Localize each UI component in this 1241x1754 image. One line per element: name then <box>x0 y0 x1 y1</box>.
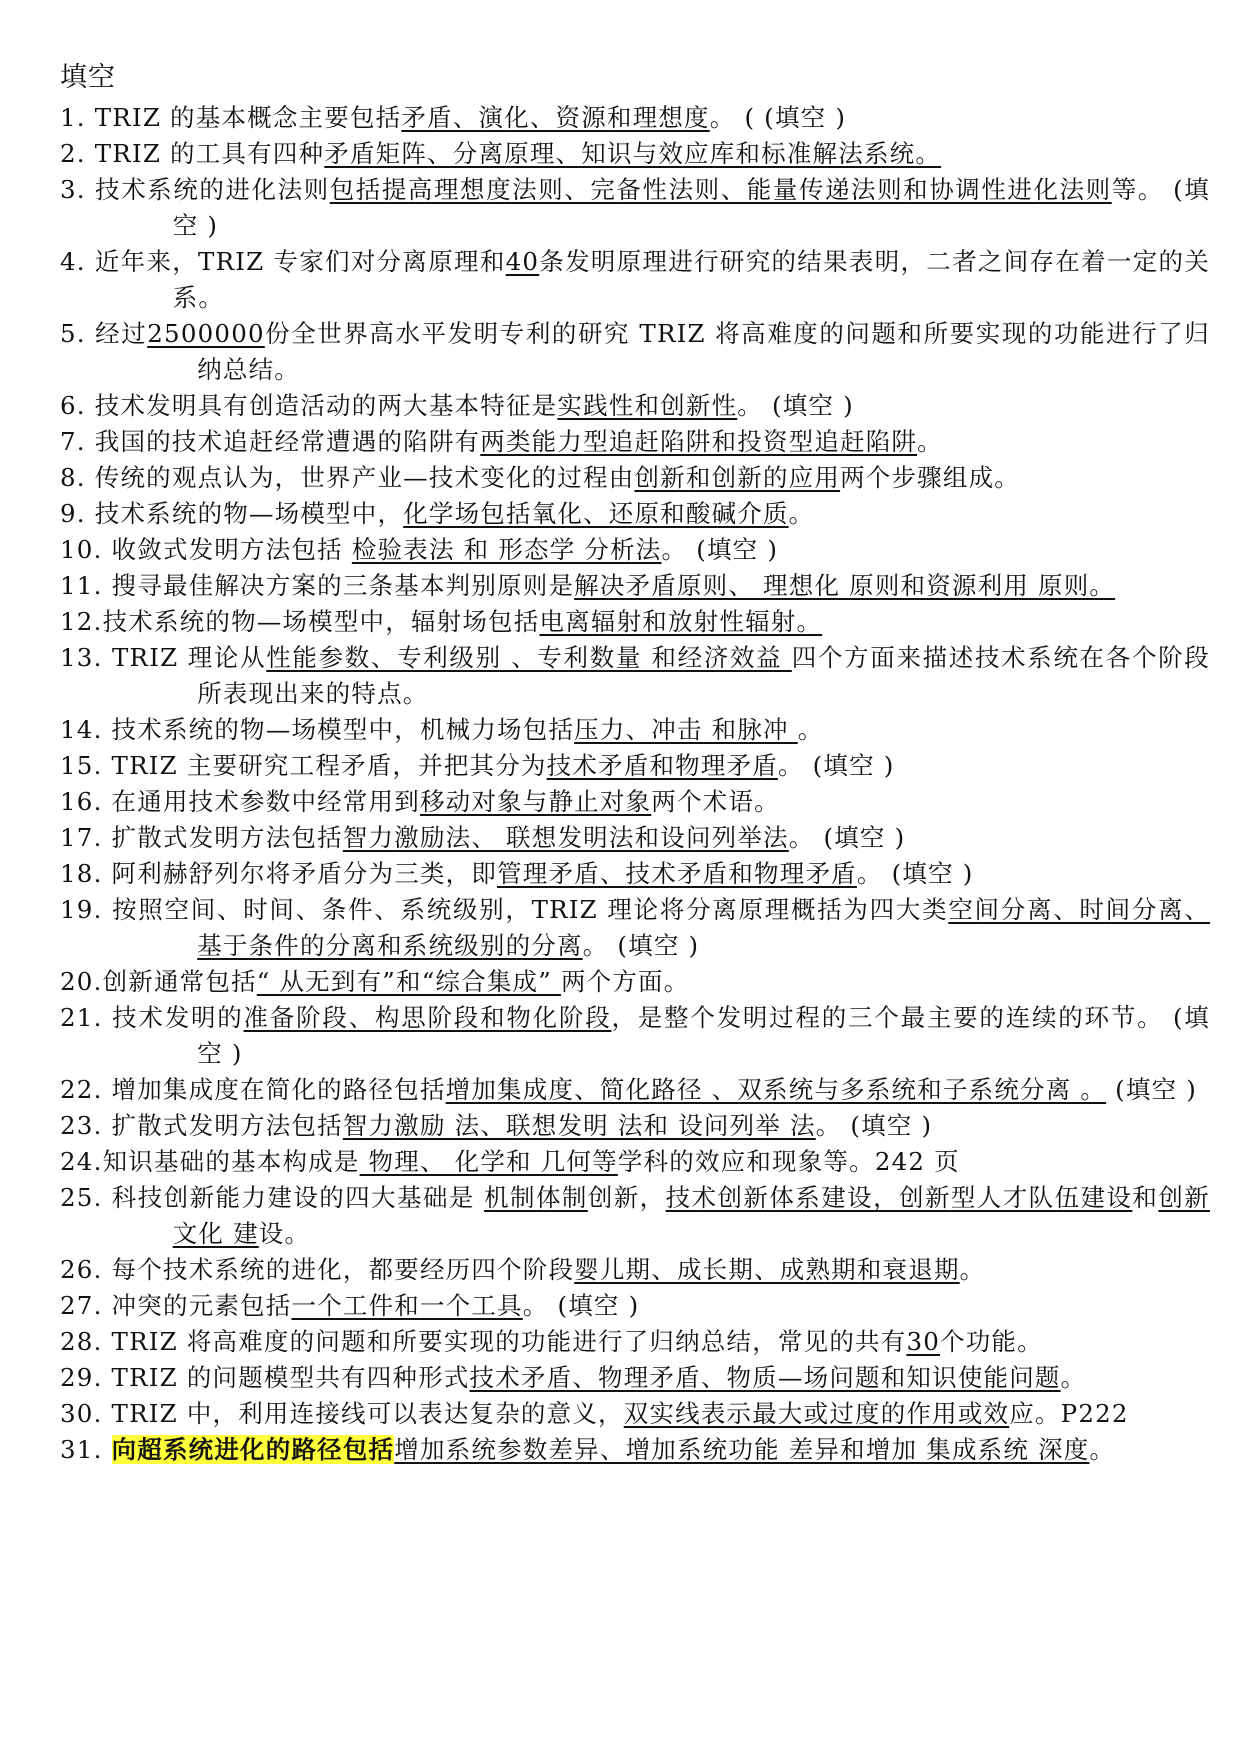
answer-text: 空间分离、时间分离、基于条件的分离和系统级别的分离 <box>197 895 1211 960</box>
question-item-6 <box>60 388 1210 424</box>
question-text: 。 (填空 ) <box>737 391 854 420</box>
question-text: 22. 增加集成度在简化的路径包括 <box>60 1075 446 1104</box>
answer-text: 技术矛盾、物理矛盾、物质—场问题和知识使能问题 <box>469 1363 1061 1392</box>
answer-text: 检验表法 和 形态学 分析法 <box>351 535 662 564</box>
answer-text: 矛盾矩阵、分离原理、知识与效应库和标准解法系统。 <box>324 139 942 168</box>
question-item-17 <box>60 820 1210 856</box>
question-item-1 <box>60 100 1210 136</box>
question-text: 。 <box>1089 1435 1116 1464</box>
question-item-10 <box>60 532 1210 568</box>
question-text: 4. 近年来，TRIZ 专家们对分离原理和 <box>60 247 506 276</box>
question-text: 7. 我国的技术追赶经常遭遇的陷阱有 <box>60 427 481 456</box>
question-text: 19. 按照空间、时间、条件、系统级别，TRIZ 理论将分离原理概括为四大类 <box>60 895 949 924</box>
question-text: 14. 技术系统的物—场模型中，机械力场包括 <box>60 715 575 744</box>
question-text: 份全世界高水平发明专利的研究 TRIZ 将高难度的问题和所要实现的功能进行了归纳总结。 <box>197 319 1210 384</box>
question-text: 3. 技术系统的进化法则 <box>60 175 330 204</box>
question-text: 。 (填空 ) <box>815 1111 933 1140</box>
question-text: 。 <box>1060 1363 1087 1392</box>
question-text: 18. 阿利赫舒列尔将矛盾分为三类，即 <box>60 859 498 888</box>
question-text: 。 (填空 ) <box>582 931 700 960</box>
question-text: 。 (填空 ) <box>856 859 974 888</box>
answer-text: 技术创新体系建设，创新型人才队伍建设 <box>665 1183 1133 1212</box>
question-item-11 <box>60 568 1210 604</box>
answer-text: 机制体制 <box>484 1183 588 1212</box>
answer-text: 电离辐射和放射性辐射。 <box>539 607 823 636</box>
question-text: ，是整个发明过程的三个最主要的连续的环节。 (填空 ) <box>197 1003 1210 1068</box>
question-item-29 <box>60 1360 1210 1396</box>
question-item-9 <box>60 496 1210 532</box>
question-text: 四个方面来描述技术系统在各个阶段所表现出来的特点。 <box>197 643 1210 708</box>
question-item-4 <box>60 244 1210 316</box>
answer-text: 移动对象与静止对象 <box>419 787 652 816</box>
answer-text: 压力、冲击 和脉冲 <box>574 715 798 744</box>
answer-text: 管理矛盾、技术矛盾和物理矛盾 <box>497 859 857 888</box>
question-text: 24.知识基础的基本构成是 <box>60 1147 360 1176</box>
answer-text: 技术矛盾和物理矛盾 <box>546 751 778 780</box>
answer-text: 创新和创新的应用 <box>634 463 841 492</box>
question-text: 应。P222 <box>1009 1399 1129 1428</box>
question-text: 16. 在通用技术参数中经常用到 <box>60 787 420 816</box>
question-item-26 <box>60 1252 1210 1288</box>
question-item-13 <box>60 640 1210 712</box>
question-item-30 <box>60 1396 1210 1432</box>
answer-text: 物理、 化学和 几何等 <box>359 1147 618 1176</box>
question-item-19 <box>60 892 1210 964</box>
question-list <box>60 100 1210 1468</box>
question-item-24 <box>60 1144 1210 1180</box>
question-text: 。 <box>788 499 815 528</box>
question-text: 2. TRIZ 的工具有四种 <box>60 139 325 168</box>
question-text: 21. 技术发明的 <box>60 1003 244 1032</box>
question-text: 8. 传统的观点认为，世界产业—技术变化的过程由 <box>60 463 635 492</box>
question-text: 9. 技术系统的物—场模型中， <box>60 499 404 528</box>
question-text: 13. TRIZ 理论从 <box>60 643 267 672</box>
question-text: 6. 技术发明具有创造活动的两大基本特征是 <box>60 391 558 420</box>
question-item-28 <box>60 1324 1210 1360</box>
answer-text: 双实线表示最大或过度的作用或效 <box>623 1399 1010 1428</box>
question-text: 31. <box>60 1435 112 1464</box>
question-text: 17. 扩散式发明方法包括 <box>60 823 343 852</box>
question-item-23 <box>60 1108 1210 1144</box>
question-text: 10. 收敛式发明方法包括 <box>60 535 352 564</box>
question-text: 创新， <box>587 1183 666 1212</box>
question-item-14 <box>60 712 1210 748</box>
question-text: 个功能。 <box>940 1327 1043 1356</box>
question-text: 设。 <box>258 1219 311 1248</box>
question-text: 两个方面。 <box>560 967 690 996</box>
question-text: 27. 冲突的元素包括 <box>60 1291 292 1320</box>
answer-text: “ 从无到有”和“综合集成” <box>256 967 561 996</box>
question-text: 11. 搜寻最佳解决方案的三条基本判别原则是 <box>60 571 575 600</box>
question-text: 15. TRIZ 主要研究工程矛盾，并把其分为 <box>60 751 547 780</box>
question-item-25 <box>60 1180 1210 1252</box>
answer-text: 准备阶段、构思阶段和物化阶段 <box>243 1003 612 1032</box>
question-text: 两个术语。 <box>651 787 780 816</box>
answer-text: 创新文化 建 <box>172 1183 1210 1248</box>
question-item-12 <box>60 604 1210 640</box>
question-item-18 <box>60 856 1210 892</box>
answer-text: 2500000 <box>147 319 265 348</box>
question-text: 26. 每个技术系统的进化，都要经历四个阶段 <box>60 1255 575 1284</box>
answer-text: 增加集成度、简化路径 、双系统与多系统和子系统分离 。 <box>445 1075 1107 1104</box>
question-text: 。 <box>959 1255 986 1284</box>
answer-text: 40 <box>505 247 540 276</box>
question-text: 两个步骤组成。 <box>840 463 1020 492</box>
question-text: 和 <box>1132 1183 1159 1212</box>
question-text: 20.创新通常包括 <box>60 967 257 996</box>
question-text: 。 (填空 ) <box>522 1291 640 1320</box>
question-item-7 <box>60 424 1210 460</box>
answer-text: 两类能力型追赶陷阱和投资型追赶陷阱 <box>480 427 918 456</box>
question-text: 。 ( (填空 ) <box>709 103 847 132</box>
section-heading: 填空 <box>60 62 116 93</box>
answer-text: 一个工件和一个工具 <box>291 1291 523 1320</box>
question-item-21 <box>60 1000 1210 1072</box>
answer-text: 30 <box>906 1327 941 1356</box>
answer-text: 解决矛盾原则、 理想化 原则和资源利用 原则。 <box>574 571 1116 600</box>
question-text: (填空 ) <box>1106 1075 1198 1104</box>
question-item-22 <box>60 1072 1210 1108</box>
question-item-5 <box>60 316 1210 388</box>
question-text: 1. TRIZ 的基本概念主要包括 <box>60 103 402 132</box>
question-text: 12.技术系统的物—场模型中，辐射场包括 <box>60 607 540 636</box>
question-text: 条发明原理进行研究的结果表明，二者之间存在着一定的关系。 <box>172 247 1211 312</box>
question-item-3 <box>60 172 1210 244</box>
question-item-15 <box>60 748 1210 784</box>
question-text: 25. 科技创新能力建设的四大基础是 <box>60 1183 485 1212</box>
question-text: 30. TRIZ 中，利用连接线可以表达复杂的意义， <box>60 1399 624 1428</box>
answer-text: 智力激励 法、联想发明 法和 设问列举 法 <box>342 1111 816 1140</box>
question-text: 5. 经过 <box>60 319 148 348</box>
answer-text: 化学场包括氧化、还原和酸碱介质 <box>403 499 789 528</box>
highlighted-text: 向超系统进化的路径包括 <box>111 1435 395 1464</box>
answer-text: 增加系统参数差异、增加系统功能 差异和增加 集成系统 深度 <box>394 1435 1090 1464</box>
question-item-20 <box>60 964 1210 1000</box>
question-text: 。 <box>797 715 824 744</box>
question-text: 28. TRIZ 将高难度的问题和所要实现的功能进行了归纳总结，常见的共有 <box>60 1327 907 1356</box>
answer-text: 智力激励法、 联想发明法和设问列举法 <box>342 823 789 852</box>
question-item-27 <box>60 1288 1210 1324</box>
question-text: 。 <box>917 427 943 456</box>
question-item-31 <box>60 1432 1210 1468</box>
answer-text: 矛盾、演化、资源和理想度 <box>401 103 710 132</box>
question-text: 学科的效应和现象等。242 页 <box>617 1147 960 1176</box>
question-text: 23. 扩散式发明方法包括 <box>60 1111 343 1140</box>
question-item-8 <box>60 460 1210 496</box>
question-text: 等。 (填空 ) <box>172 175 1210 240</box>
question-text: 。 (填空 ) <box>777 751 895 780</box>
answer-text: 包括提高理想度法则、完备性法则、能量传递法则和协调性进化法则 <box>329 175 1112 204</box>
question-item-16 <box>60 784 1210 820</box>
question-text: 29. TRIZ 的问题模型共有四种形式 <box>60 1363 470 1392</box>
answer-text: 婴儿期、成长期、成熟期和衰退期 <box>574 1255 960 1284</box>
question-text: 。 (填空 ) <box>661 535 779 564</box>
question-item-2 <box>60 136 1210 172</box>
answer-text: 实践性和创新性 <box>557 391 738 420</box>
question-text: 。 (填空 ) <box>788 823 906 852</box>
answer-text: 性能参数、专利级别 、专利数量 和经济效益 <box>266 643 792 672</box>
